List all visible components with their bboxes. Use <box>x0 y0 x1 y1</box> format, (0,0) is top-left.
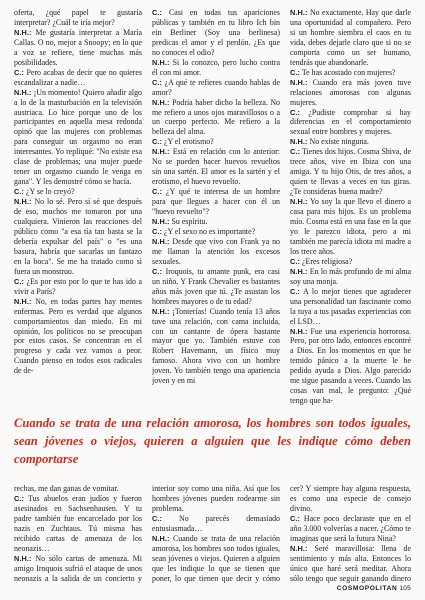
paragraph-text: Hace poco declaraste que en el año 3.000 volverías a nacer. ¿Cómo te imaginas que será la futura Nina? <box>290 513 411 543</box>
dialogue-paragraph <box>152 8 280 58</box>
dialogue-paragraph <box>152 187 280 217</box>
paragraph-text: Tus abuelos eran judíos y fueron asesinados en Sachsenhausen. Y tu padre también fue encarcelado por los nazis en Zuchtaus. Tú misma has recibido cartas de amenaza de los neonazis… <box>14 493 142 553</box>
paragraph-text: Si lo conozco, pero lucho contra él con mi amor. <box>152 57 280 77</box>
speaker-label: C.: <box>14 187 25 197</box>
dialogue-paragraph <box>152 227 280 237</box>
dialogue-paragraph <box>290 287 411 327</box>
speaker-label: C.: <box>152 226 163 236</box>
paragraph-text: ¿Eres religiosa? <box>302 256 353 266</box>
dialogue-paragraph <box>152 534 280 584</box>
continued-paragraph <box>14 484 142 494</box>
speaker-label: C.: <box>152 8 163 17</box>
paragraph-text: interior soy como una niña. Así que los hombres jóvenes pueden rodearme sin problema. <box>152 484 280 513</box>
speaker-label: C.: <box>14 67 25 77</box>
speaker-label: C.: <box>152 513 163 523</box>
speaker-label: N.H.: <box>152 533 170 543</box>
speaker-label: N.H.: <box>290 137 308 147</box>
paragraph-text: ¿Y el sexo no es importante? <box>164 226 256 236</box>
paragraph-text: No sólo cartas de amenaza. Mi amigo Iroquois sufrió el ataque de unos neonazis a la salida de un concierto y <box>14 553 142 583</box>
paragraph-text: Cuando se trata de una relación amorosa, los hombres son todos iguales, sean jóvenes o viejos. Quieren a alguien que les indique lo que se tienen que poner, lo que tienen que decir y cómo <box>152 533 280 583</box>
speaker-label: C.: <box>152 187 163 197</box>
speaker-label: N.H.: <box>152 97 170 107</box>
paragraph-text: En lo más profundo de mi alma soy una monja. <box>290 266 411 286</box>
speaker-label: N.H.: <box>14 197 32 207</box>
speaker-label: N.H.: <box>14 27 32 37</box>
dialogue-paragraph <box>14 187 142 197</box>
speaker-label: N.H.: <box>152 57 170 67</box>
paragraph-text: No parecés demasiado entusiasmada… <box>152 513 280 533</box>
pull-quote: Cuando se trata de una relación amorosa, los hombres son todos iguales, sean jóvenes o viejos, quieren a alguien que les indique cómo deben comportarse <box>14 416 411 466</box>
speaker-label: C.: <box>14 276 25 286</box>
paragraph-text: Pero acabas de decir que no quieres escandalizar a nadie… <box>14 67 142 87</box>
dialogue-paragraph <box>152 78 280 98</box>
paragraph-text: Casi en todas tus apariciones públicas y también en tu libro Ich bin ein Berliner (Soy una berlinesa) predicas el amor y el perdón. ¿Es que no conoces el odio? <box>152 8 280 57</box>
dialogue-paragraph <box>14 494 142 554</box>
dialogue-paragraph <box>14 68 142 88</box>
dialogue-paragraph <box>152 217 280 227</box>
paragraph-text: Fue una experiencia horrorosa. Pero, por otro lado, entonces encontré a Dios. En los momentos en que he temido pánico a la muerte le he pedido ayuda a Dios. Algo parecido me sigue pasando a veces. Cuando las cosas van mal, le pregunto: ¿Qué tengo que ha- <box>290 326 411 406</box>
speaker-label: C.: <box>290 286 301 296</box>
paragraph-text: No lo sé. Pero sí sé que después de eso, muchos me tomaron por una cualquiera. Vinieron las reacciones del público como "a esa tía tan basta se la debería expulsar del país" o "es una basura, habría que sacarlas un fantazo en la boca". Se me ha tratado como si fuera un monstruo. <box>14 197 142 276</box>
speaker-label: N.H.: <box>152 306 170 316</box>
dialogue-paragraph <box>14 197 142 277</box>
dialogue-paragraph <box>152 98 280 138</box>
paragraph-text: cer? Y siempre hay alguna respuesta, es como una especie de consejo divino. <box>290 484 411 513</box>
speaker-label: C.: <box>14 493 25 503</box>
article-column-1 <box>14 8 142 478</box>
paragraph-text: Su espíritu. <box>171 217 208 227</box>
speaker-label: N.H.: <box>14 87 32 97</box>
dialogue-paragraph <box>290 108 411 138</box>
paragraph-text: Cuando era más joven tuve relaciones amorosas con algunas mujeres. <box>290 77 411 107</box>
paragraph-text: Desde que vivo con Frank ya no me llaman la atención los excesos sexuales. <box>152 236 280 266</box>
paragraph-text: Iroquois, tu amante punk, era casi un niño. Y Frank Chevalier es bastantes años más joven que tú. ¿Te asustan los hombres mayores o de tu edad? <box>152 266 280 306</box>
paragraph-text: ¿Y el erotismo? <box>164 137 214 147</box>
dialogue-paragraph <box>290 78 411 108</box>
article-column-bottom-1 <box>14 484 142 584</box>
dialogue-paragraph <box>152 58 280 78</box>
speaker-label: C.: <box>290 256 301 266</box>
speaker-label: C.: <box>290 67 301 77</box>
continued-paragraph <box>14 8 142 28</box>
speaker-label: N.H.: <box>290 266 308 276</box>
dialogue-paragraph <box>14 277 142 297</box>
dialogue-paragraph <box>14 28 142 68</box>
dialogue-paragraph <box>152 137 280 147</box>
speaker-label: N.H.: <box>152 147 170 157</box>
paragraph-text: No, en todas partes hay mentes enfermas. Pero es verdad que algunos comportamientos dan miedo. En mi opinión, los políticos no se preocupan por estos casos. Se concentran en el progreso y cada vez vamos a peor. Cuando pienso en todos esos radicales de de- <box>14 296 142 376</box>
article-column-3 <box>290 8 411 478</box>
speaker-label: N.H.: <box>14 296 32 306</box>
speaker-label: C.: <box>290 147 301 157</box>
speaker-label: N.H.: <box>290 77 308 87</box>
dialogue-paragraph <box>152 237 280 267</box>
magazine-name: COSMOPOLITAN <box>336 585 398 592</box>
dialogue-paragraph <box>290 257 411 267</box>
paragraph-text: Me gustaría interpretar a María Callas. O no, mejor a Snoopy; en lo que a voz se refiere, tiene muchas más posibilidades. <box>14 27 142 67</box>
dialogue-paragraph <box>152 147 280 187</box>
article-column-bottom-3 <box>290 484 411 584</box>
speaker-label: N.H.: <box>290 197 308 207</box>
paragraph-text: A lo mejor tienes que agradecer una personalidad tan fascinante como la tuya a tus pasadas experiencias con el LSD… <box>290 286 411 326</box>
paragraph-text: ¿A qué te refieres cuando hablas de amor? <box>152 77 280 97</box>
dialogue-paragraph <box>290 8 411 68</box>
speaker-label: C.: <box>290 107 301 117</box>
paragraph-text: rechas, me dan ganas de vomitar. <box>14 484 119 493</box>
speaker-label: C.: <box>152 77 163 87</box>
article-column-2 <box>152 8 280 478</box>
paragraph-text: ¡Un momento! Quiero añadir algo a lo de la masturbación en la televisión austriaca. Lo hice porque uno de los participantes en aquella mesa redonda opinó que las mujeres con problemas para conseguir un orgasmo no eran interesantes. Yo repliqué: "No existe esa clase de problemas; una mujer puede tener un orgasmo cuando le venga en gana". Y les demostré cómo se hacía. <box>14 87 142 187</box>
dialogue-paragraph <box>14 88 142 188</box>
continued-paragraph <box>290 484 411 514</box>
paragraph-text: Seré maravillosa: llena de sentimiento y más alta. Entonces lo único que haré será meditar. Ahora sólo tengo que seguir ganando dinero <box>290 543 411 583</box>
speaker-label: C.: <box>290 513 301 523</box>
speaker-label: N.H.: <box>290 543 308 553</box>
page-footer <box>337 585 411 592</box>
paragraph-text: oferta, ¿qué papel te gustaría interpretar? ¿Cuál te iría mejor? <box>14 8 142 27</box>
paragraph-text: ¿Y se lo creyó? <box>26 187 75 197</box>
paragraph-text: ¿Es por esto por lo que te has ido a vivir a París? <box>14 276 142 296</box>
dialogue-paragraph <box>290 137 411 147</box>
speaker-label: C.: <box>152 266 163 276</box>
paragraph-text: No existe ninguna. <box>309 137 369 147</box>
paragraph-text: Te has acostado con mujeres? <box>301 67 396 77</box>
speaker-label: C.: <box>152 137 163 147</box>
continued-paragraph <box>152 484 280 514</box>
dialogue-paragraph <box>290 68 411 78</box>
dialogue-paragraph <box>14 297 142 377</box>
paragraph-text: ¡Tonterías! Cuando tenía 13 años tuve una relación, con cama incluida, con un cantante de ópera bastante mayor que yo. También estuve con Robert Havemann, un físico muy famoso. Ahora vivo con un hombre joven. Yo también tengo una apariencia joven y en mi <box>152 306 280 386</box>
paragraph-text: ¿Y qué te interesa de un hombre para que llegues a hacer con él un "huevo revuelto"? <box>152 187 280 217</box>
dialogue-paragraph <box>290 267 411 287</box>
speaker-label: N.H.: <box>152 236 170 246</box>
paragraph-text: Está en relación con lo anterior: No se pueden hacer huevos revueltos sin una sartén. El amor es la sartén y el erotismo, el huevo revuelto. <box>152 147 280 187</box>
paragraph-text: No exactamente. Hay que darle una oportunidad al compañero. Pero si un hombre siembra el caos en tu vida, debes dejarle claro que si no se comporta como un ser humano, tendrás que abandonarle. <box>290 8 411 67</box>
paragraph-text: ¿Pudiste comprobar si hay diferencias en el comportamiento sexual entre hombres y mujeres. <box>290 107 411 137</box>
paragraph-text: Yo soy la que llevo el dinero a casa para mis hijos. Es un problema mío. Cosma está en una fase en la que yo le parezco idiota, pero a mi también me parecía idiota mi madre a los trece años. <box>290 197 411 256</box>
dialogue-paragraph <box>290 514 411 544</box>
paragraph-text: Podría haber dicho la belleza. No me refiero a unos ojos maravillosos o a un cuerpo perfecto. Me refiero a la belleza del alma. <box>152 97 280 137</box>
article-column-bottom-2 <box>152 484 280 584</box>
dialogue-paragraph <box>14 554 142 584</box>
dialogue-paragraph <box>152 307 280 387</box>
page-number: 105 <box>399 585 411 592</box>
speaker-label: N.H.: <box>152 217 170 227</box>
speaker-label: N.H.: <box>290 8 308 17</box>
speaker-label: N.H.: <box>290 326 308 336</box>
speaker-label: N.H.: <box>14 553 32 563</box>
dialogue-paragraph <box>152 514 280 534</box>
dialogue-paragraph <box>290 327 411 407</box>
dialogue-paragraph <box>290 147 411 197</box>
dialogue-paragraph <box>152 267 280 307</box>
dialogue-paragraph <box>290 197 411 257</box>
dialogue-paragraph <box>290 544 411 584</box>
paragraph-text: Tienes dos hijos. Cosma Shiva, de trece años, vive en Ibiza con una amiga. Y tu hijo Otis, de tres años, a quien te llevas a veces en tus giras. ¿Te consideras buena madre? <box>290 147 411 197</box>
